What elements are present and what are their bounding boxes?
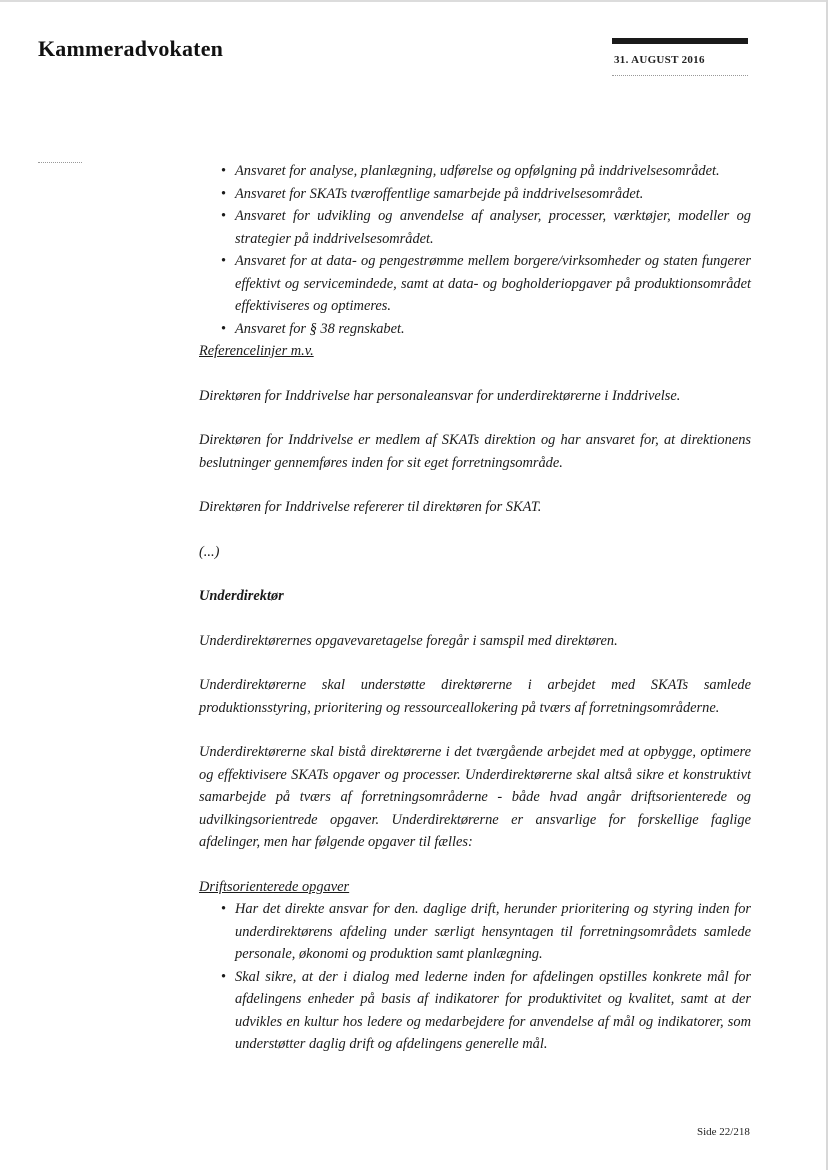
responsibility-list xyxy=(199,160,751,340)
list-item: • Ansvaret for at data- og pengestrømme mellem borgere/virksomheder og staten fungerer effektivt og servicemindede, samt at data- og bogholderiopgaver på produktionsområdet effektiviseres og optimeres. xyxy=(199,250,751,318)
list-item: • Har det direkte ansvar for den. daglige drift, herunder prioritering og styring inden for underdirektørens afdeling under særligt hensyntagen til forretningsområdets samlede personale, økonomi og produktion samt planlægning. xyxy=(199,898,751,966)
firm-name: Kammeradvokaten xyxy=(38,36,224,61)
ellipsis-paragraph: (...) xyxy=(199,543,220,560)
list-item: • Ansvaret for § 38 regnskabet. xyxy=(199,318,751,341)
drift-heading: Driftsorienterede opgaver xyxy=(199,878,350,895)
scan-edge xyxy=(0,0,828,2)
list-item: • Ansvaret for udvikling og anvendelse af analyser, processer, værktøjer, modeller og strategier på inddrivelsesområdet. xyxy=(199,205,751,250)
header-rule xyxy=(612,38,748,44)
margin-dotted-line xyxy=(38,162,82,163)
paragraph: Underdirektørernes opgavevaretagelse foregår i samspil med direktøren. xyxy=(199,632,618,649)
list-item: • Ansvaret for analyse, planlægning, udførelse og opfølgning på inddrivelsesområdet. xyxy=(199,160,751,183)
document-body xyxy=(199,160,751,1056)
page-number: Side 22/218 xyxy=(697,1126,750,1138)
paragraph: Direktøren for Inddrivelse har personaleansvar for underdirektørerne i Inddrivelse. xyxy=(199,387,681,404)
list-item: • Skal sikre, at der i dialog med lederne inden for afdelingen opstilles konkrete mål for afdelingens enheder på basis af indikatorer for produktivitet og kvalitet, samt at der udvikles en kultur hos ledere og medarbejdere for anvendelse af mål og indikatorer, som understøtter daglig drift og afdelingens generelle mål. xyxy=(199,966,751,1056)
reference-heading: Referencelinjer m.v. xyxy=(199,343,314,359)
paragraph: Direktøren for Inddrivelse er medlem af SKATs direktion og har ansvaret for, at direktionens beslutninger gennemføres inden for sit eget forretningsområde. xyxy=(199,432,751,471)
paragraph: Direktøren for Inddrivelse refererer til direktøren for SKAT. xyxy=(199,499,542,515)
paragraph: Underdirektørerne skal bistå direktørerne i det tværgående arbejdet med at opbygge, optimere og effektivisere SKATs opgaver og processer. Underdirektørerne skal altså sikre et konstruktivt samarbejde på tværs af forretningsområderne - både hvad angår driftsorienterede og udvilkingsorientrede opgaver. Underdirektørerne er ansvarlige for forskellige faglige afdelinger, men har følgende opgaver til fælles: xyxy=(199,744,751,850)
list-item: • Ansvaret for SKATs tværoffentlige samarbejde på inddrivelsesområdet. xyxy=(199,183,751,206)
paragraph: Underdirektørerne skal understøtte direktørerne i arbejdet med SKATs samlede produktionsstyring, prioritering og ressourceallokering på tværs af forretningsområderne. xyxy=(199,677,751,716)
sub-heading: Underdirektør xyxy=(199,588,284,604)
document-date: 31. AUGUST 2016 xyxy=(614,54,705,66)
header-dotted-line xyxy=(612,75,748,76)
drift-list xyxy=(199,898,751,1056)
